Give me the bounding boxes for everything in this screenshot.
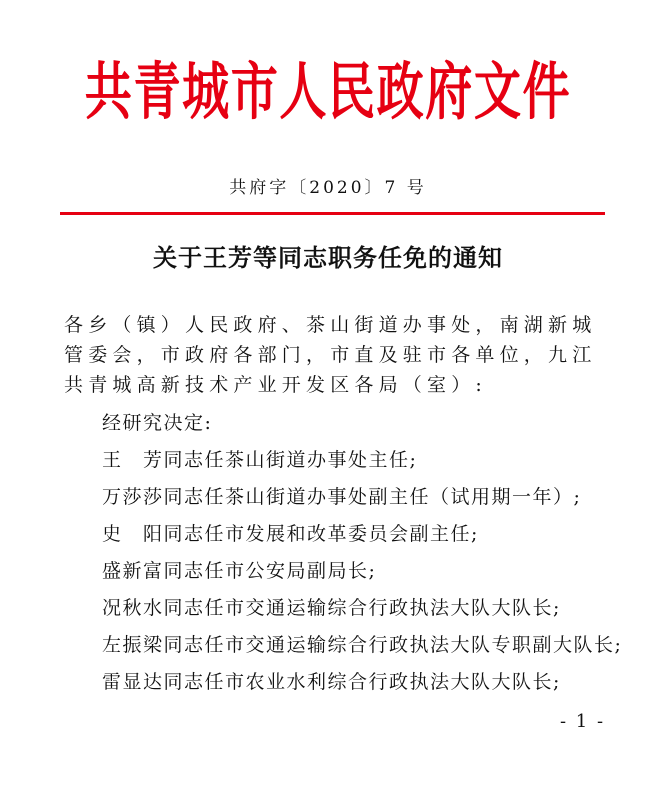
addressee-paragraph: 各乡（镇）人民政府、茶山街道办事处，南湖新城管委会，市政府各部门，市直及驻市各单位，九江共青城高新技术产业开发区各局（室）: xyxy=(64,314,597,396)
list-item: 左振梁同志任市交通运输综合行政执法大队专职副大队长; xyxy=(102,634,623,656)
document-number: 共府字〔2020〕7 号 xyxy=(229,178,427,198)
appointment-list xyxy=(102,405,622,701)
document-title: 关于王芳等同志职务任免的通知 xyxy=(153,243,503,272)
list-item: 史 阳同志任市发展和改革委员会副主任; xyxy=(102,523,479,545)
list-item: 万莎莎同志任茶山街道办事处副主任（试用期一年）; xyxy=(102,486,582,508)
list-item: 况秋水同志任市交通运输综合行政执法大队大队长; xyxy=(102,597,561,619)
masthead-text: 共青城市人民政府文件 xyxy=(84,55,572,128)
list-item: 雷显达同志任市农业水利综合行政执法大队大队长; xyxy=(102,671,561,693)
list-item: 盛新富同志任市公安局副局长; xyxy=(102,560,377,582)
document-masthead xyxy=(0,52,656,132)
list-item: 经研究决定: xyxy=(102,412,213,434)
red-divider xyxy=(60,212,605,215)
page-number: - 1 - xyxy=(560,711,606,732)
list-item: 王 芳同志任茶山街道办事处主任; xyxy=(102,449,418,471)
